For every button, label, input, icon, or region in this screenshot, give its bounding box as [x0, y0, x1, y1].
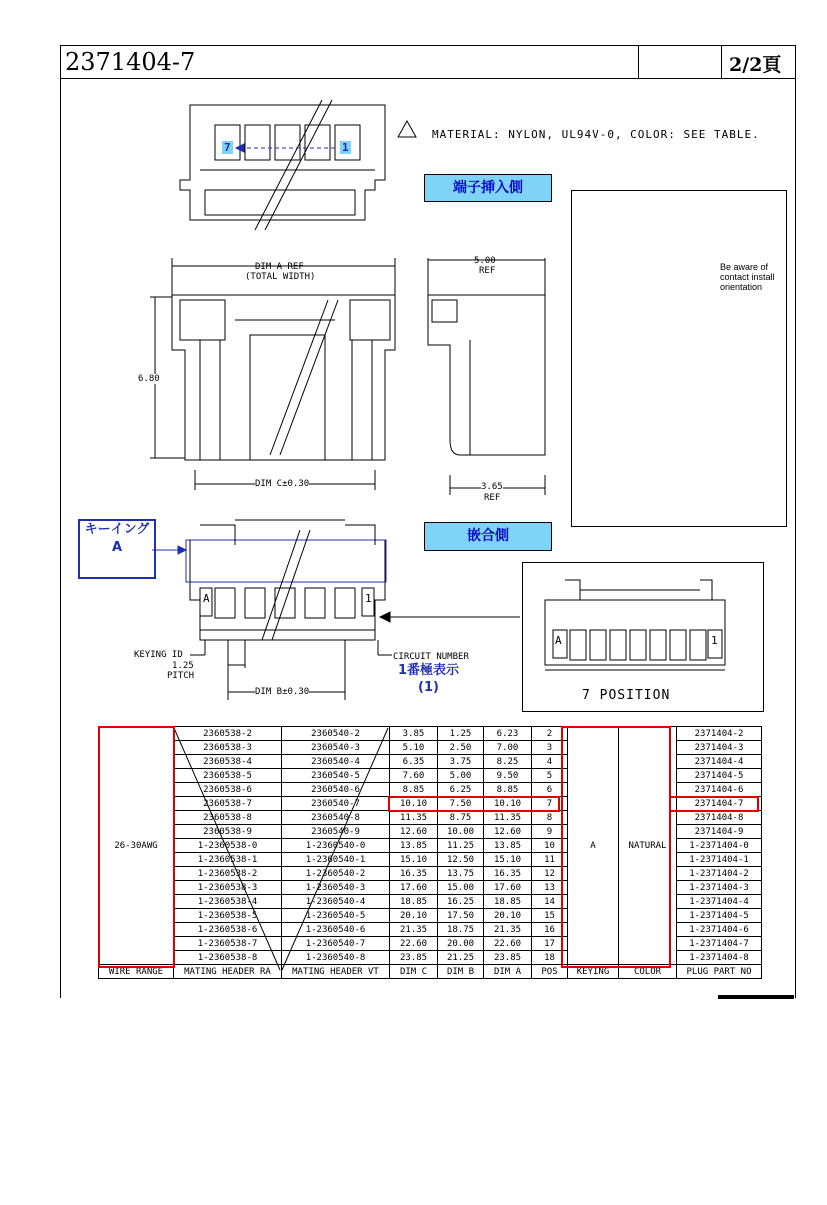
table-cell: 13.85 [484, 839, 532, 853]
table-cell: 2360540-7 [282, 797, 390, 811]
table-cell: 1-2360538-1 [174, 853, 282, 867]
table-cell: 13 [532, 881, 568, 895]
a-mark: A [555, 634, 562, 647]
table-cell: 1-2371404-8 [677, 951, 762, 965]
table-cell: 2360540-6 [282, 783, 390, 797]
table-cell: 7.50 [438, 797, 484, 811]
dimension-row-highlight [388, 796, 560, 812]
table-cell: 18.85 [484, 895, 532, 909]
table-cell: 1-2360538-8 [174, 951, 282, 965]
table-cell: 2360538-7 [174, 797, 282, 811]
one-mark: 1 [711, 634, 718, 647]
table-cell: 1-2360540-5 [282, 909, 390, 923]
table-cell: 2371404-3 [677, 741, 762, 755]
table-cell: 1-2360540-2 [282, 867, 390, 881]
table-cell: 3.85 [390, 727, 438, 741]
keying-callout [78, 519, 156, 579]
mating-side-label: 嵌合側 [424, 522, 552, 551]
column-header: WIRE RANGE [99, 965, 174, 979]
table-cell: 1-2371404-0 [677, 839, 762, 853]
table-cell: 20.10 [390, 909, 438, 923]
table-cell: 2360540-2 [282, 727, 390, 741]
page-indicator: 2/2頁 [729, 54, 782, 76]
column-header: DIM B [438, 965, 484, 979]
table-cell: 4 [532, 755, 568, 769]
one-mark: 1 [365, 592, 372, 605]
table-cell: 6.25 [438, 783, 484, 797]
table-cell: 1-2360538-3 [174, 881, 282, 895]
orientation-note [720, 262, 775, 292]
table-cell: 8.85 [390, 783, 438, 797]
table-cell: 16.35 [484, 867, 532, 881]
column-header: COLOR [619, 965, 677, 979]
table-cell: 10 [532, 839, 568, 853]
table-cell: 9.50 [484, 769, 532, 783]
table-cell: 1-2360538-5 [174, 909, 282, 923]
table-cell: 2371404-6 [677, 783, 762, 797]
table-cell: 2371404-4 [677, 755, 762, 769]
table-cell: 20.00 [438, 937, 484, 951]
table-cell: 6 [532, 783, 568, 797]
table-cell: 15.00 [438, 881, 484, 895]
table-cell: 1-2371404-4 [677, 895, 762, 909]
table-cell: 17.60 [484, 881, 532, 895]
ref-label: REF [479, 266, 496, 276]
column-header: DIM A [484, 965, 532, 979]
circuit-number-label: CIRCUIT NUMBER [393, 652, 469, 662]
table-cell: 18.85 [390, 895, 438, 909]
table-cell: 2360538-6 [174, 783, 282, 797]
table-cell: 1-2360540-4 [282, 895, 390, 909]
dim-b-label: DIM B±0.30 [255, 687, 310, 697]
table-cell: 13.85 [390, 839, 438, 853]
table-cell: 6.23 [484, 727, 532, 741]
table-cell: 7 [532, 797, 568, 811]
table-cell: 1-2360540-1 [282, 853, 390, 867]
column-header: DIM C [390, 965, 438, 979]
table-cell: 8.25 [484, 755, 532, 769]
table-cell: 5 [532, 769, 568, 783]
table-cell: 1-2360540-6 [282, 923, 390, 937]
table-cell: 2371404-2 [677, 727, 762, 741]
dim-500-label: 5.00 [474, 256, 496, 266]
circuit-jp-label [398, 662, 459, 696]
table-cell: 17 [532, 937, 568, 951]
table-cell: 7.00 [484, 741, 532, 755]
table-cell: 22.60 [390, 937, 438, 951]
table-cell: 2.50 [438, 741, 484, 755]
table-cell: 1-2360540-8 [282, 951, 390, 965]
table-cell: 1-2360538-4 [174, 895, 282, 909]
table-cell: 16.25 [438, 895, 484, 909]
column-header: MATING HEADER RA [174, 965, 282, 979]
table-cell: 3 [532, 741, 568, 755]
table-cell: 15 [532, 909, 568, 923]
a-mark: A [203, 592, 210, 605]
table-cell: 1-2371404-1 [677, 853, 762, 867]
table-cell: 1-2360540-7 [282, 937, 390, 951]
table-cell: 12.60 [390, 825, 438, 839]
table-cell: 2360538-9 [174, 825, 282, 839]
table-cell: 1-2371404-2 [677, 867, 762, 881]
table-cell: 15.10 [484, 853, 532, 867]
table-cell: 1-2371404-7 [677, 937, 762, 951]
table-cell: 1-2360540-0 [282, 839, 390, 853]
orientation-note-line: orientation [720, 282, 763, 292]
table-cell: 2360540-9 [282, 825, 390, 839]
table-cell: 21.35 [390, 923, 438, 937]
table-cell: 1-2360540-3 [282, 881, 390, 895]
table-cell: 1-2371404-6 [677, 923, 762, 937]
table-cell: 11 [532, 853, 568, 867]
position-7-marker: 7 [224, 141, 231, 154]
table-cell: 2360538-2 [174, 727, 282, 741]
table-cell: 17.50 [438, 909, 484, 923]
table-cell: 26-30AWG [99, 727, 174, 965]
table-cell: 12.60 [484, 825, 532, 839]
keying-letter: A [111, 540, 123, 555]
dim-a-label: DIM A REF [255, 262, 304, 272]
table-cell: 6.35 [390, 755, 438, 769]
table-cell: 16 [532, 923, 568, 937]
table-cell: 1-2360538-0 [174, 839, 282, 853]
wire-range-highlight [98, 726, 175, 968]
orientation-note-line: contact install [720, 272, 775, 282]
table-cell: A [568, 727, 619, 965]
position-1-marker: 1 [342, 141, 349, 154]
table-cell: 7.60 [390, 769, 438, 783]
table-cell: 10.00 [438, 825, 484, 839]
pitch-label: PITCH [167, 671, 195, 681]
material-note: MATERIAL: NYLON, UL94V-0, COLOR: SEE TABLE. [432, 128, 760, 141]
table-cell: 1-2371404-3 [677, 881, 762, 895]
table-cell: 8.85 [484, 783, 532, 797]
table-cell: NATURAL [619, 727, 677, 965]
keying-jp: キーイング [84, 522, 150, 537]
table-cell: 23.85 [484, 951, 532, 965]
table-cell: 5.00 [438, 769, 484, 783]
table-cell: 12.50 [438, 853, 484, 867]
table-cell: 13.75 [438, 867, 484, 881]
orientation-note-line: Be aware of [720, 262, 769, 272]
table-cell: 2360538-8 [174, 811, 282, 825]
column-header: PLUG PART NO [677, 965, 762, 979]
table-cell: 2360538-4 [174, 755, 282, 769]
circuit-one-text: (1) [418, 680, 439, 695]
table-cell: 11.35 [484, 811, 532, 825]
table-cell: 17.60 [390, 881, 438, 895]
column-header: MATING HEADER VT [282, 965, 390, 979]
table-cell: 8 [532, 811, 568, 825]
table-cell: 2371404-5 [677, 769, 762, 783]
table-cell: 2360538-3 [174, 741, 282, 755]
table-cell: 15.10 [390, 853, 438, 867]
table-cell: 11.25 [438, 839, 484, 853]
keying-color-highlight [561, 726, 671, 968]
table-cell: 1.25 [438, 727, 484, 741]
column-header: POS [532, 965, 568, 979]
table-cell: 21.25 [438, 951, 484, 965]
assembly-illustration [571, 190, 787, 527]
table-cell: 2360540-8 [282, 811, 390, 825]
keying-id-label: KEYING ID [134, 650, 183, 660]
table-cell: 1-2360538-7 [174, 937, 282, 951]
ref-label: REF [484, 493, 501, 503]
table-cell: 1-2360538-2 [174, 867, 282, 881]
table-cell: 18.75 [438, 923, 484, 937]
position-count-label: 7 POSITION [582, 688, 671, 703]
dim-365-label: 3.65 [481, 482, 503, 492]
terminal-insertion-side-label: 端子挿入側 [424, 174, 552, 202]
table-cell: 20.10 [484, 909, 532, 923]
table-cell: 9 [532, 825, 568, 839]
dim-c-label: DIM C±0.30 [255, 479, 310, 489]
table-cell: 1-2371404-5 [677, 909, 762, 923]
table-cell: 10.10 [484, 797, 532, 811]
table-cell: 12 [532, 867, 568, 881]
table-cell: 2371404-8 [677, 811, 762, 825]
table-cell: 2371404-7 [677, 797, 762, 811]
table-cell: 2371404-9 [677, 825, 762, 839]
table-cell: 5.10 [390, 741, 438, 755]
dim-680-label: 6.80 [138, 374, 160, 384]
table-cell: 2360540-4 [282, 755, 390, 769]
table-cell: 23.85 [390, 951, 438, 965]
table-cell: 18 [532, 951, 568, 965]
table-cell: 2360540-3 [282, 741, 390, 755]
table-cell: 16.35 [390, 867, 438, 881]
selected-part-highlight [669, 796, 759, 812]
circuit-jp-text: 1番極表示 [398, 663, 460, 678]
table-cell: 21.35 [484, 923, 532, 937]
table-cell: 2 [532, 727, 568, 741]
pitch-value: 1.25 [172, 661, 194, 671]
table-cell: 2360540-5 [282, 769, 390, 783]
table-cell: 22.60 [484, 937, 532, 951]
part-number-title: 2371404-7 [65, 48, 196, 76]
column-header: KEYING [568, 965, 619, 979]
total-width-label: (TOTAL WIDTH) [245, 272, 316, 282]
table-cell: 3.75 [438, 755, 484, 769]
table-cell: 2360538-5 [174, 769, 282, 783]
table-cell: 11.35 [390, 811, 438, 825]
table-cell: 14 [532, 895, 568, 909]
table-cell: 1-2360538-6 [174, 923, 282, 937]
table-cell: 8.75 [438, 811, 484, 825]
table-cell: 10.10 [390, 797, 438, 811]
